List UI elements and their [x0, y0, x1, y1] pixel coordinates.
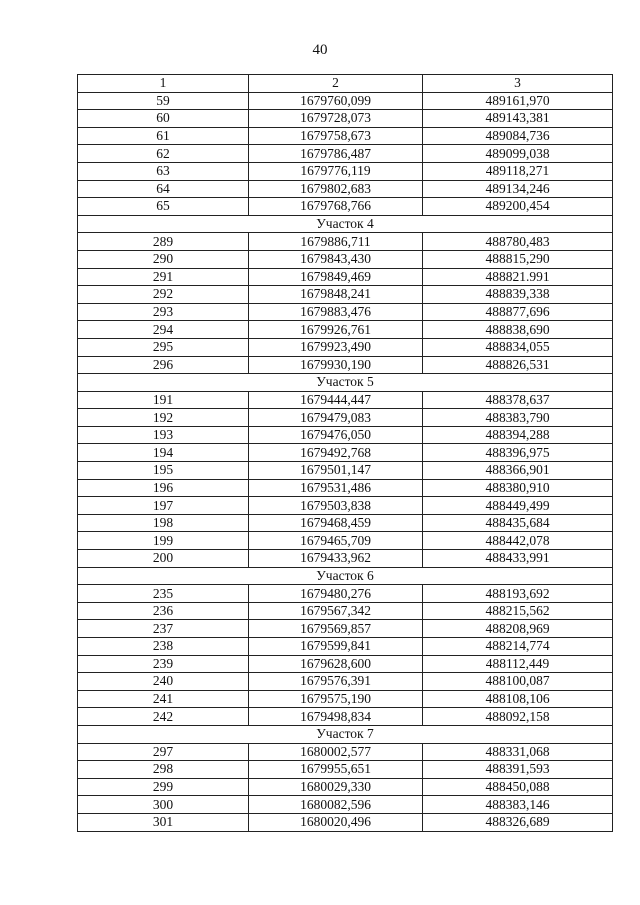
- y-coordinate-cell: 488391,593: [423, 761, 613, 779]
- point-number-cell: 197: [78, 497, 249, 515]
- y-coordinate-cell: 489161,970: [423, 92, 613, 110]
- point-number-cell: 65: [78, 198, 249, 216]
- table-row: [78, 303, 613, 321]
- y-coordinate-cell: 488826,531: [423, 356, 613, 374]
- point-number-cell: 292: [78, 286, 249, 304]
- point-number-cell: 299: [78, 778, 249, 796]
- table-row: [78, 444, 613, 462]
- y-coordinate-cell: 488112,449: [423, 655, 613, 673]
- y-coordinate-cell: 488394,288: [423, 426, 613, 444]
- x-coordinate-cell: 1679843,430: [249, 250, 423, 268]
- point-number-cell: 289: [78, 233, 249, 251]
- x-coordinate-cell: 1679465,709: [249, 532, 423, 550]
- table-row: [78, 110, 613, 128]
- table-row: [78, 514, 613, 532]
- table-row: [78, 708, 613, 726]
- table-row: [78, 409, 613, 427]
- point-number-cell: 242: [78, 708, 249, 726]
- table-row: [78, 426, 613, 444]
- x-coordinate-cell: 1679492,768: [249, 444, 423, 462]
- table-row: [78, 321, 613, 339]
- point-number-cell: 63: [78, 162, 249, 180]
- y-coordinate-cell: 488215,562: [423, 602, 613, 620]
- x-coordinate-cell: 1679758,673: [249, 127, 423, 145]
- point-number-cell: 241: [78, 690, 249, 708]
- point-number-cell: 199: [78, 532, 249, 550]
- x-coordinate-cell: 1679501,147: [249, 462, 423, 480]
- x-coordinate-cell: 1679479,083: [249, 409, 423, 427]
- table-row: [78, 479, 613, 497]
- point-number-cell: 192: [78, 409, 249, 427]
- point-number-cell: 290: [78, 250, 249, 268]
- point-number-cell: 194: [78, 444, 249, 462]
- table-row: [78, 620, 613, 638]
- y-coordinate-cell: 489118,271: [423, 162, 613, 180]
- table-row: [78, 233, 613, 251]
- x-coordinate-cell: 1679599,841: [249, 638, 423, 656]
- x-coordinate-cell: 1679480,276: [249, 585, 423, 603]
- section-heading-row: [78, 725, 613, 743]
- table-row: [78, 673, 613, 691]
- table-row: [78, 796, 613, 814]
- x-coordinate-cell: 1679926,761: [249, 321, 423, 339]
- y-coordinate-cell: 488326,689: [423, 813, 613, 831]
- point-number-cell: 240: [78, 673, 249, 691]
- table-row: [78, 145, 613, 163]
- y-coordinate-cell: 488449,499: [423, 497, 613, 515]
- table-row: [78, 391, 613, 409]
- y-coordinate-cell: 488208,969: [423, 620, 613, 638]
- table-row: [78, 532, 613, 550]
- point-number-cell: 297: [78, 743, 249, 761]
- y-coordinate-cell: 488839,338: [423, 286, 613, 304]
- table-row: [78, 690, 613, 708]
- point-number-cell: 293: [78, 303, 249, 321]
- point-number-cell: 301: [78, 813, 249, 831]
- point-number-cell: 62: [78, 145, 249, 163]
- section-heading-row: [78, 374, 613, 392]
- point-number-cell: 296: [78, 356, 249, 374]
- table-row: [78, 180, 613, 198]
- x-coordinate-cell: 1679786,487: [249, 145, 423, 163]
- x-coordinate-cell: 1679576,391: [249, 673, 423, 691]
- table-row: [78, 198, 613, 216]
- x-coordinate-cell: 1680020,496: [249, 813, 423, 831]
- y-coordinate-cell: 488366,901: [423, 462, 613, 480]
- header-cell-3: 3: [423, 75, 613, 93]
- y-coordinate-cell: 488193,692: [423, 585, 613, 603]
- y-coordinate-cell: 489084,736: [423, 127, 613, 145]
- y-coordinate-cell: 488821.991: [423, 268, 613, 286]
- x-coordinate-cell: 1679849,469: [249, 268, 423, 286]
- x-coordinate-cell: 1679768,766: [249, 198, 423, 216]
- point-number-cell: 235: [78, 585, 249, 603]
- section-heading: Участок 5: [78, 374, 613, 392]
- x-coordinate-cell: 1679955,651: [249, 761, 423, 779]
- point-number-cell: 191: [78, 391, 249, 409]
- point-number-cell: 195: [78, 462, 249, 480]
- x-coordinate-cell: 1680082,596: [249, 796, 423, 814]
- x-coordinate-cell: 1679503,838: [249, 497, 423, 515]
- table-row: [78, 338, 613, 356]
- point-number-cell: 294: [78, 321, 249, 339]
- y-coordinate-cell: 488378,637: [423, 391, 613, 409]
- y-coordinate-cell: 488450,088: [423, 778, 613, 796]
- header-cell-2: 2: [249, 75, 423, 93]
- table-row: [78, 162, 613, 180]
- x-coordinate-cell: 1679444,447: [249, 391, 423, 409]
- x-coordinate-cell: 1679760,099: [249, 92, 423, 110]
- point-number-cell: 237: [78, 620, 249, 638]
- header-cell-1: 1: [78, 75, 249, 93]
- y-coordinate-cell: 489200,454: [423, 198, 613, 216]
- point-number-cell: 239: [78, 655, 249, 673]
- point-number-cell: 193: [78, 426, 249, 444]
- table-row: [78, 743, 613, 761]
- table-row: [78, 127, 613, 145]
- section-heading: Участок 6: [78, 567, 613, 585]
- table-row: [78, 813, 613, 831]
- y-coordinate-cell: 488780,483: [423, 233, 613, 251]
- x-coordinate-cell: 1679628,600: [249, 655, 423, 673]
- table-row: [78, 655, 613, 673]
- y-coordinate-cell: 489099,038: [423, 145, 613, 163]
- y-coordinate-cell: 489134,246: [423, 180, 613, 198]
- table-row: [78, 602, 613, 620]
- y-coordinate-cell: 488108,106: [423, 690, 613, 708]
- y-coordinate-cell: 488815,290: [423, 250, 613, 268]
- point-number-cell: 236: [78, 602, 249, 620]
- point-number-cell: 196: [78, 479, 249, 497]
- table-row: [78, 585, 613, 603]
- y-coordinate-cell: 488838,690: [423, 321, 613, 339]
- x-coordinate-cell: 1679802,683: [249, 180, 423, 198]
- x-coordinate-cell: 1679468,459: [249, 514, 423, 532]
- x-coordinate-cell: 1679433,962: [249, 550, 423, 568]
- table-row: [78, 497, 613, 515]
- point-number-cell: 238: [78, 638, 249, 656]
- y-coordinate-cell: 488433,991: [423, 550, 613, 568]
- y-coordinate-cell: 488331,068: [423, 743, 613, 761]
- point-number-cell: 300: [78, 796, 249, 814]
- x-coordinate-cell: 1679575,190: [249, 690, 423, 708]
- x-coordinate-cell: 1679498,834: [249, 708, 423, 726]
- x-coordinate-cell: 1679569,857: [249, 620, 423, 638]
- y-coordinate-cell: 488435,684: [423, 514, 613, 532]
- x-coordinate-cell: 1679531,486: [249, 479, 423, 497]
- y-coordinate-cell: 488442,078: [423, 532, 613, 550]
- x-coordinate-cell: 1679848,241: [249, 286, 423, 304]
- point-number-cell: 295: [78, 338, 249, 356]
- point-number-cell: 60: [78, 110, 249, 128]
- y-coordinate-cell: 488834,055: [423, 338, 613, 356]
- section-heading-row: [78, 215, 613, 233]
- point-number-cell: 200: [78, 550, 249, 568]
- section-heading: Участок 7: [78, 725, 613, 743]
- x-coordinate-cell: 1679776,119: [249, 162, 423, 180]
- y-coordinate-cell: 488214,774: [423, 638, 613, 656]
- point-number-cell: 59: [78, 92, 249, 110]
- y-coordinate-cell: 488877,696: [423, 303, 613, 321]
- page-number: 40: [312, 42, 328, 58]
- table-row: [78, 761, 613, 779]
- table-row: [78, 286, 613, 304]
- x-coordinate-cell: 1679567,342: [249, 602, 423, 620]
- x-coordinate-cell: 1679886,711: [249, 233, 423, 251]
- table-row: [78, 462, 613, 480]
- y-coordinate-cell: 488396,975: [423, 444, 613, 462]
- table-header-row: [78, 75, 613, 93]
- point-number-cell: 291: [78, 268, 249, 286]
- point-number-cell: 61: [78, 127, 249, 145]
- table-row: [78, 92, 613, 110]
- table-row: [78, 268, 613, 286]
- table-row: [78, 356, 613, 374]
- point-number-cell: 298: [78, 761, 249, 779]
- section-heading-row: [78, 567, 613, 585]
- table-row: [78, 550, 613, 568]
- table-row: [78, 250, 613, 268]
- x-coordinate-cell: 1679883,476: [249, 303, 423, 321]
- x-coordinate-cell: 1679476,050: [249, 426, 423, 444]
- x-coordinate-cell: 1679930,190: [249, 356, 423, 374]
- y-coordinate-cell: 488380,910: [423, 479, 613, 497]
- x-coordinate-cell: 1679728,073: [249, 110, 423, 128]
- table-body: [78, 75, 613, 832]
- y-coordinate-cell: 488383,790: [423, 409, 613, 427]
- section-heading: Участок 4: [78, 215, 613, 233]
- y-coordinate-cell: 489143,381: [423, 110, 613, 128]
- point-number-cell: 64: [78, 180, 249, 198]
- y-coordinate-cell: 488092,158: [423, 708, 613, 726]
- point-number-cell: 198: [78, 514, 249, 532]
- table-row: [78, 778, 613, 796]
- x-coordinate-cell: 1679923,490: [249, 338, 423, 356]
- coordinates-table: [77, 74, 613, 832]
- x-coordinate-cell: 1680002,577: [249, 743, 423, 761]
- table-row: [78, 638, 613, 656]
- x-coordinate-cell: 1680029,330: [249, 778, 423, 796]
- y-coordinate-cell: 488100,087: [423, 673, 613, 691]
- y-coordinate-cell: 488383,146: [423, 796, 613, 814]
